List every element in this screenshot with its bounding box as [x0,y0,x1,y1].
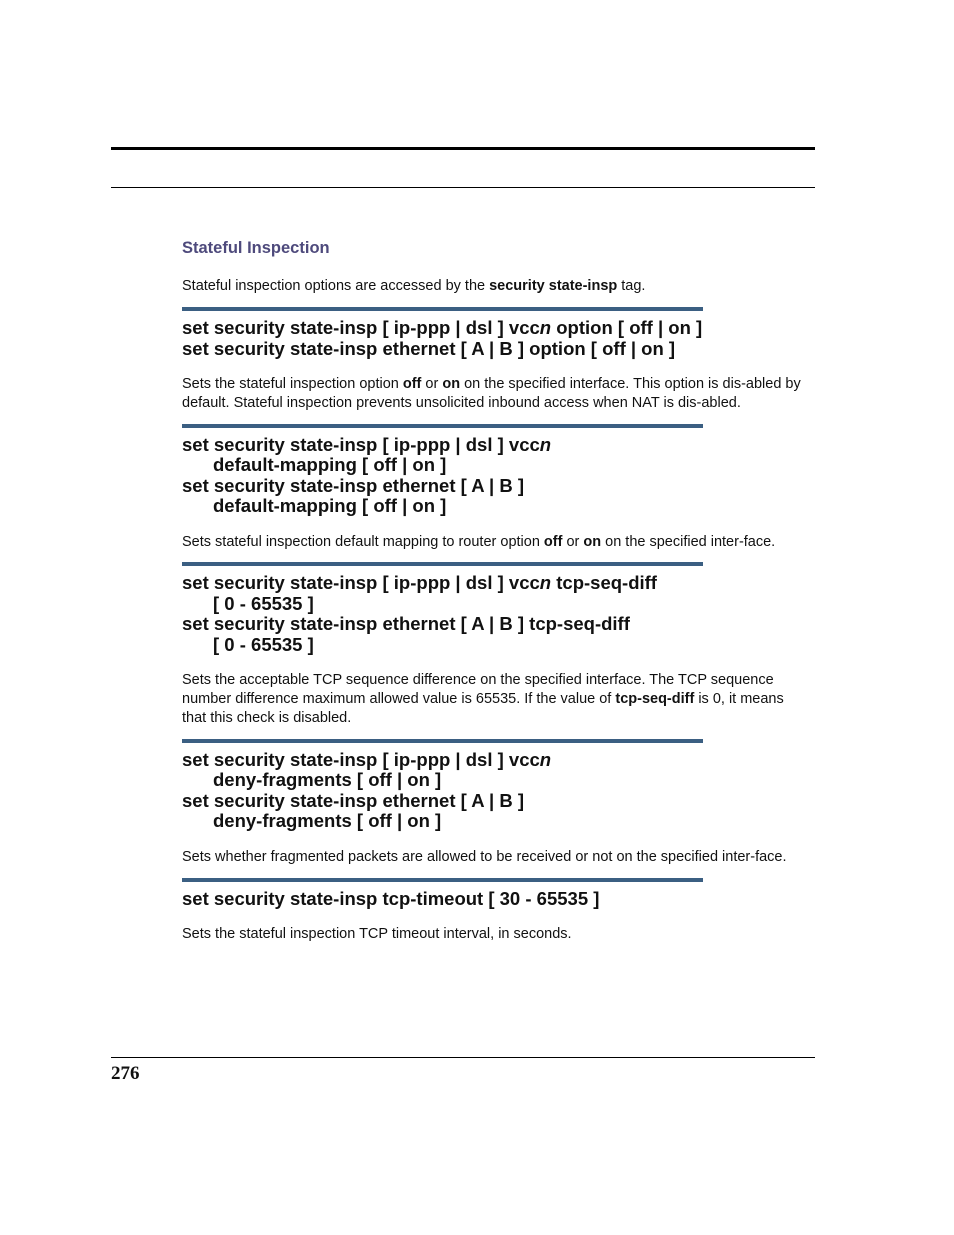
command-text: [ 0 - 65535 ] [213,592,314,614]
command-text: deny-fragments [ off | on ] [213,769,442,791]
command-block [182,307,802,413]
command-line [182,635,802,656]
command-line [182,435,802,456]
command-line [182,594,802,615]
description-text: or [421,376,443,392]
command-line [182,496,802,517]
command-variable: n [539,317,552,338]
section-divider-bar [182,307,703,311]
command-block [182,424,802,552]
command-description [182,375,802,413]
command-syntax [182,318,802,359]
command-description [182,848,802,867]
command-text: set security state-insp ethernet [ A | B ] [182,789,525,811]
intro-text-post: tag. [617,278,646,294]
command-line [182,455,802,476]
command-text: tcp-seq-diff [551,572,657,594]
command-block [182,562,802,727]
command-line [182,770,802,791]
command-text: set security state-insp ethernet [ A | B ] [182,474,525,496]
description-text: Sets the stateful inspection TCP timeout interval, in seconds. [182,926,572,943]
description-text: Sets the acceptable TCP sequence difference on the specified interface. The TCP sequence number difference maximum allowed value is 65535. If the value of [182,672,774,708]
description-text: on the specified inter-face. [601,533,776,550]
page-content [182,238,802,944]
command-text: deny-fragments [ off | on ] [213,810,442,832]
command-block [182,739,802,867]
command-description [182,533,802,552]
description-text: or [562,533,584,550]
description-keyword: off [543,533,563,550]
command-syntax [182,750,802,832]
intro-paragraph [182,277,802,296]
command-text: set security state-insp [ ip-ppp | dsl ] vcc [182,433,540,455]
command-text: set security state-insp tcp-timeout [ 30 - 65535 ] [182,887,600,909]
command-text: option [ off | on ] [551,317,703,338]
command-line [182,811,802,832]
command-text: default-mapping [ off | on ] [213,495,447,517]
intro-text-pre: Stateful inspection options are accessed by the [182,278,490,294]
description-keyword: off [402,376,422,392]
command-syntax [182,889,802,910]
command-text: default-mapping [ off | on ] [213,454,447,476]
section-divider-bar [182,878,703,882]
description-text: Sets stateful inspection default mapping to router option [182,533,544,550]
command-list [182,307,802,944]
command-line [182,339,802,360]
command-line [182,614,802,635]
command-line [182,318,802,339]
command-line [182,791,802,812]
command-text: set security state-insp [ ip-ppp | dsl ] vcc [182,317,540,338]
command-line [182,750,802,771]
section-divider-bar [182,424,703,428]
command-line [182,476,802,497]
description-keyword: on [442,376,461,392]
command-variable: n [539,572,552,594]
section-title: Stateful Inspection [182,239,330,257]
command-description [182,925,802,944]
command-line [182,573,802,594]
command-text: set security state-insp [ ip-ppp | dsl ] vcc [182,572,540,594]
header-rule-thick [111,147,815,150]
section-divider-bar [182,739,703,743]
command-syntax [182,573,802,655]
command-line [182,889,802,910]
command-text: [ 0 - 65535 ] [213,633,314,655]
description-keyword: on [583,533,602,550]
header-rule-thin [111,187,815,188]
command-text: set security state-insp [ ip-ppp | dsl ] vcc [182,748,540,770]
description-text: Sets whether fragmented packets are allowed to be received or not on the specified inter-face. [182,848,787,865]
command-text: set security state-insp ethernet [ A | B ] option [ off | on ] [182,337,676,359]
description-text: on the specified interface. This option is dis-abled by default. Stateful inspection prevents unsolicited inbound access when NAT is dis-abled. [182,376,801,411]
intro-tag: security state-insp [489,278,618,294]
command-variable: n [539,748,552,770]
footer-rule [111,1057,815,1058]
command-variable: n [539,433,552,455]
command-syntax [182,435,802,517]
command-text: set security state-insp ethernet [ A | B ] tcp-seq-diff [182,613,630,635]
description-text: Sets the stateful inspection option [182,376,403,392]
command-description [182,671,802,727]
command-block [182,878,802,944]
page-number: 276 [111,1063,140,1084]
section-divider-bar [182,562,703,566]
description-text: is 0, it means that this check is disabled. [182,691,784,726]
description-keyword: tcp-seq-diff [615,691,695,708]
